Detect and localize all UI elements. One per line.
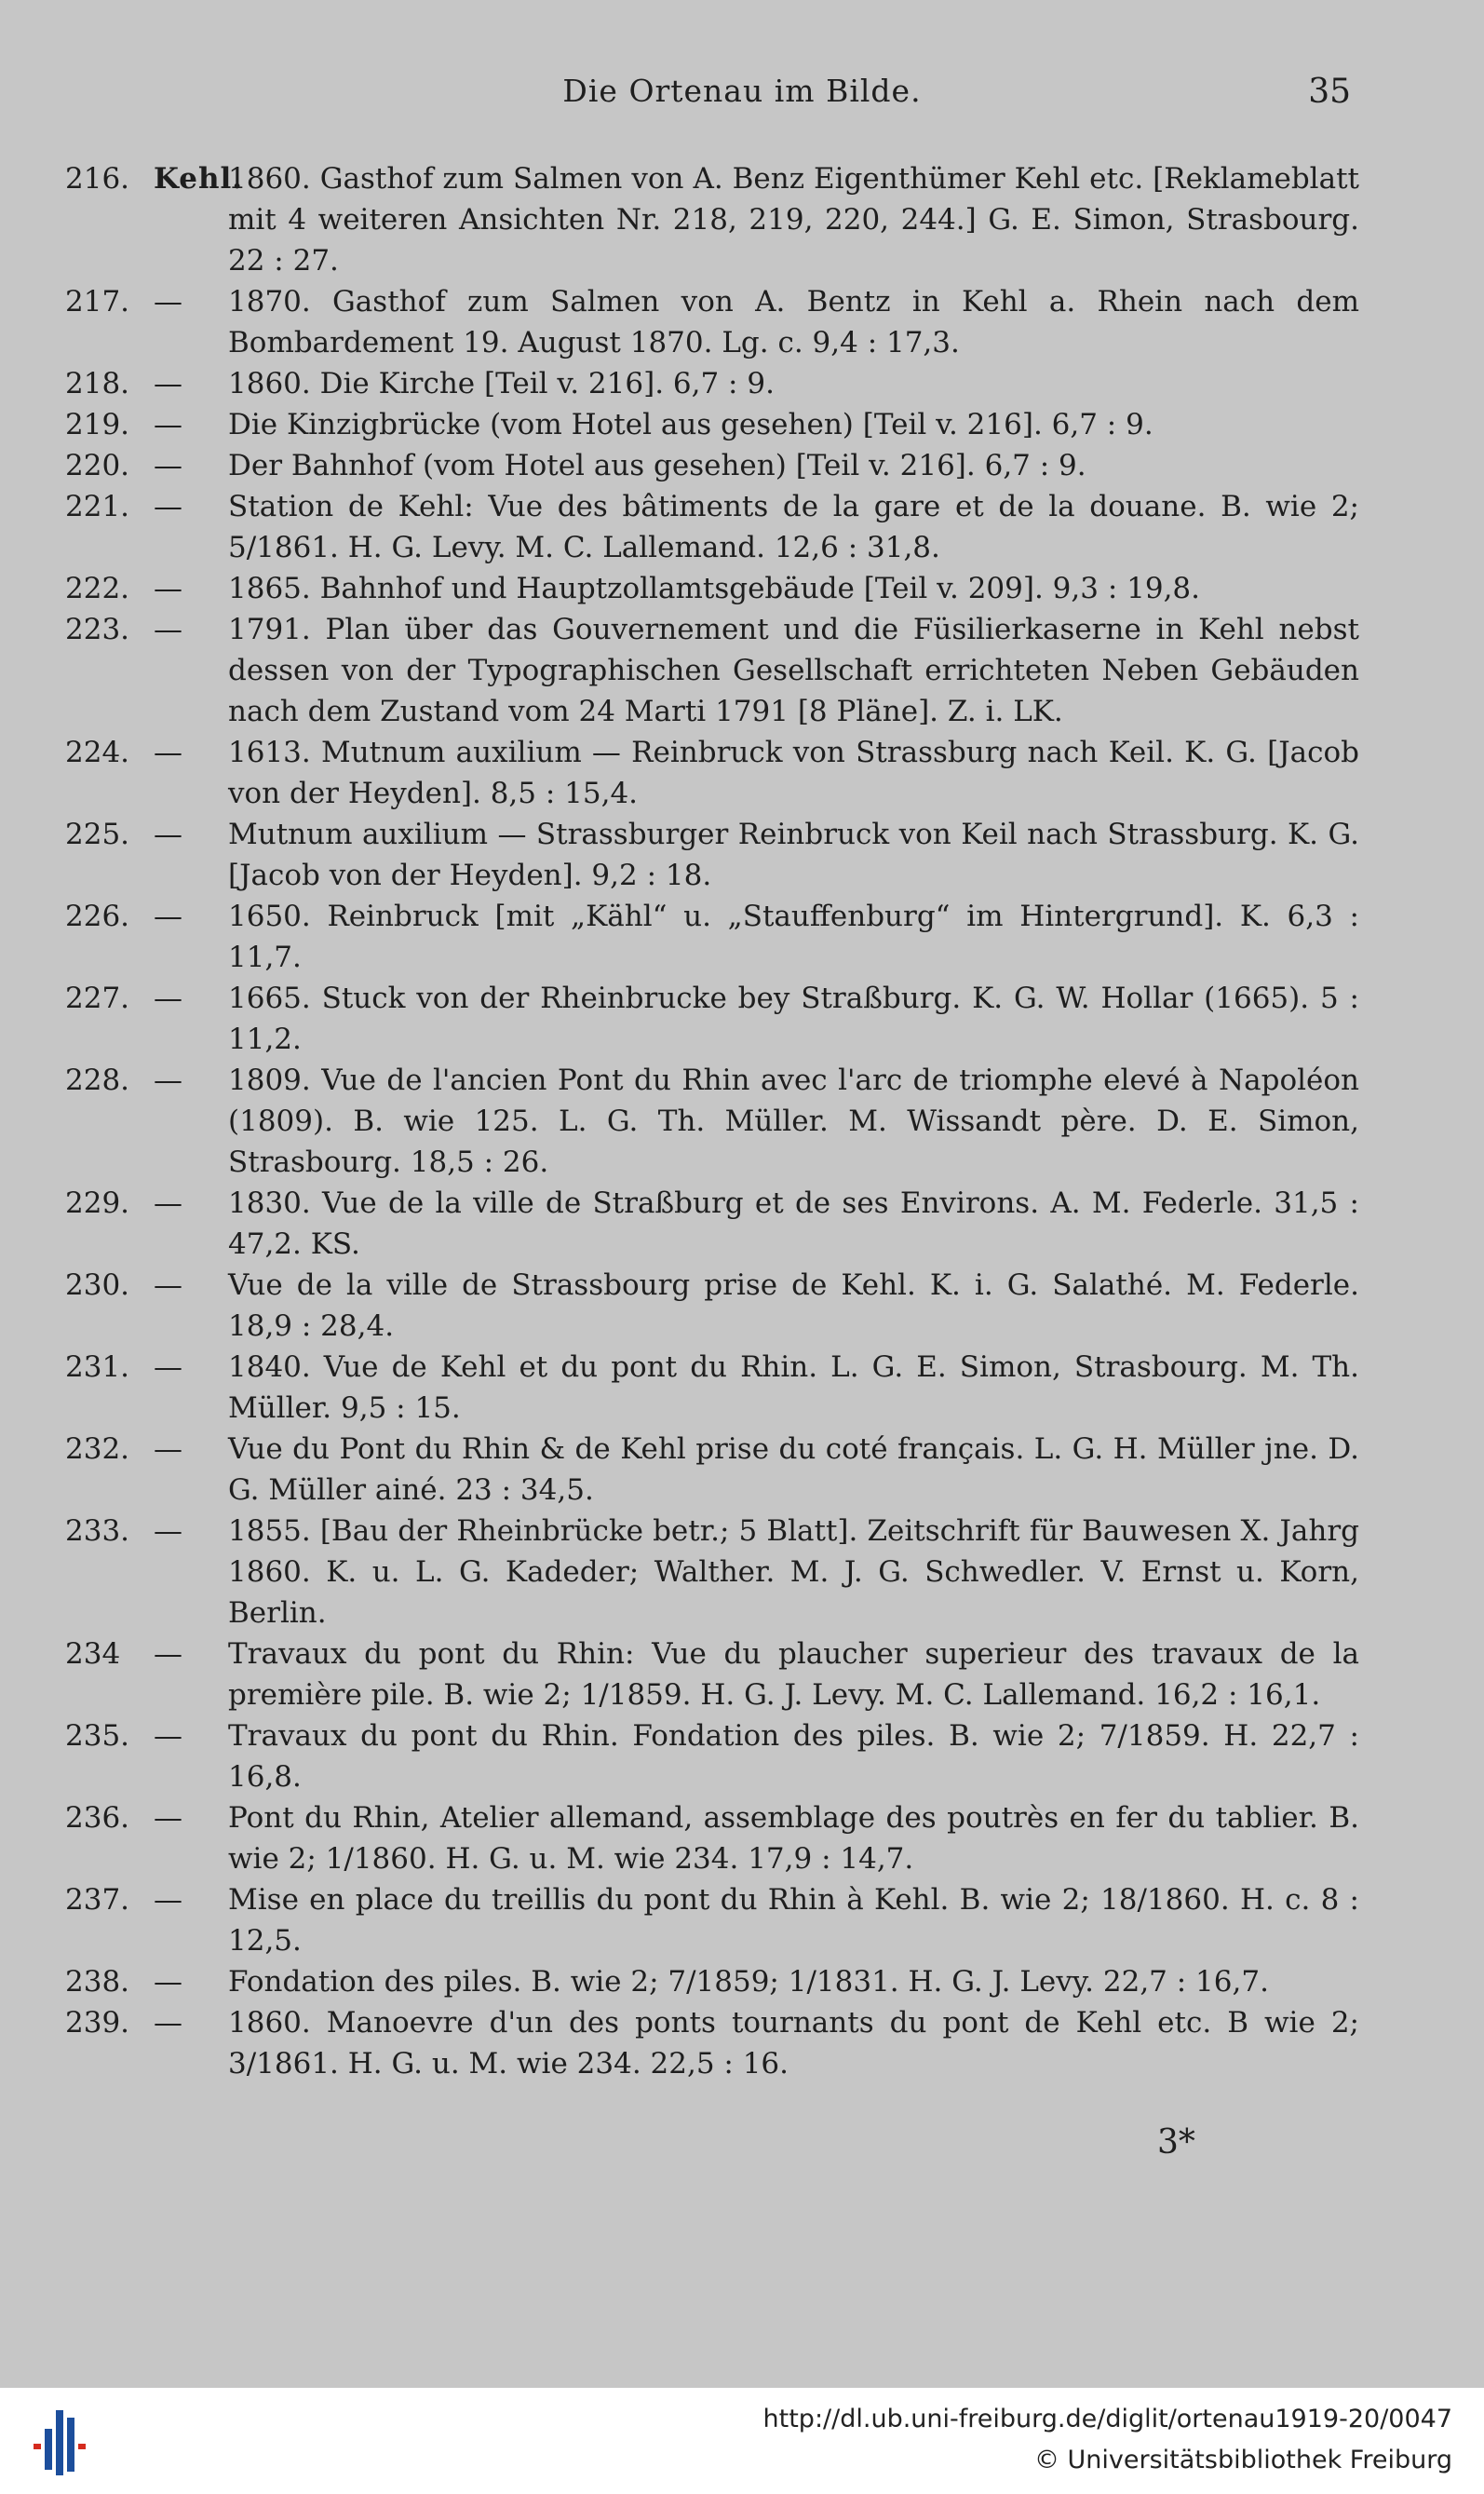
entry-number: 230. [65,1268,130,1302]
entry-place: — [154,1637,182,1671]
entry-number: 224. [65,736,130,769]
catalog-entry [65,1797,1359,1879]
entry-number: 229. [65,1186,130,1220]
entry-place: — [154,1801,182,1835]
catalog-entries [65,158,1359,2084]
entry-text: 1855. [Bau der Rheinbrücke betr.; 5 Blatt]. Zeitschrift für Bauwesen X. Jahrg 1860. K. u. L. G. Kadeder; Walther. M. J. G. Schwedler. V. Ernst u. Korn, Berlin. [228,1514,1359,1630]
page-number: 35 [1308,73,1351,111]
ub-freiburg-logo-icon [24,2410,99,2475]
entry-number: 232. [65,1432,130,1466]
entry-number: 235. [65,1719,130,1753]
entry-number: 218. [65,367,130,400]
entry-number: 233. [65,1514,130,1548]
catalog-entry [65,568,1359,609]
entry-text: Die Kinzigbrücke (vom Hotel aus gesehen) [Teil v. 216]. 6,7 : 9. [228,408,1153,441]
entry-number: 231. [65,1350,130,1384]
entry-number: 228. [65,1064,130,1097]
entry-place: — [154,818,182,851]
catalog-entry [65,978,1359,1060]
entry-place: — [154,449,182,482]
entry-text: 1830. Vue de la ville de Straßburg et de ses Environs. A. M. Federle. 31,5 : 47,2. KS. [228,1186,1359,1261]
entry-number: 221. [65,490,130,523]
entry-text: 1613. Mutnum auxilium — Reinbruck von Strassburg nach Keil. K. G. [Jacob von der Heyden]. 8,5 : 15,4. [228,736,1359,810]
entry-place: — [154,1965,182,1999]
catalog-entry [65,609,1359,732]
entry-text: 1860. Gasthof zum Salmen von A. Benz Eigenthümer Kehl etc. [Reklameblatt mit 4 weiteren Ansichten Nr. 218, 219, 220, 244.] G. E. Simon, Strasbourg. 22 : 27. [228,162,1359,278]
entry-text: Pont du Rhin, Atelier allemand, assemblage des poutrès en fer du tablier. B. wie 2; 1/1860. H. G. u. M. wie 234. 17,9 : 14,7. [228,1801,1359,1876]
entry-place: — [154,1432,182,1466]
entry-number: 226. [65,900,130,933]
entry-number: 217. [65,285,130,319]
entry-place: — [154,1186,182,1220]
entry-number: 239. [65,2006,130,2040]
entry-number: 220. [65,449,130,482]
entry-place: — [154,1883,182,1917]
catalog-entry [65,814,1359,896]
catalog-entry [65,1961,1359,2002]
catalog-entry [65,1633,1359,1715]
catalog-entry [65,2002,1359,2084]
source-url-link[interactable]: http://dl.ub.uni-freiburg.de/diglit/ortenau1919-20/0047 [762,2405,1452,2433]
entry-place: — [154,1268,182,1302]
entry-place: — [154,1514,182,1548]
entry-number: 216. [65,162,130,196]
catalog-entry [65,1265,1359,1347]
entry-text: Der Bahnhof (vom Hotel aus gesehen) [Teil v. 216]. 6,7 : 9. [228,449,1086,482]
page-title: Die Ortenau im Bilde. [562,73,922,109]
catalog-entry [65,363,1359,404]
entry-place: — [154,1064,182,1097]
entry-text: Fondation des piles. B. wie 2; 7/1859; 1/1831. H. G. J. Levy. 22,7 : 16,7. [228,1965,1269,1999]
catalog-entry [65,1183,1359,1265]
entry-place: — [154,408,182,441]
entry-number: 225. [65,818,130,851]
entry-text: Travaux du pont du Rhin: Vue du plaucher superieur des travaux de la première pile. B. wie 2; 1/1859. H. G. J. Levy. M. C. Lallemand. 16,2 : 16,1. [228,1637,1359,1712]
entry-text: 1809. Vue de l'ancien Pont du Rhin avec l'arc de triomphe elevé à Napoléon (1809). B. wie 125. L. G. Th. Müller. M. Wissandt père. D. E. Simon, Strasbourg. 18,5 : 26. [228,1064,1359,1179]
catalog-entry [65,1511,1359,1633]
catalog-entry [65,1429,1359,1511]
catalog-entry [65,732,1359,814]
entry-number: 222. [65,572,130,605]
entry-text: Vue du Pont du Rhin & de Kehl prise du coté français. L. G. H. Müller jne. D. G. Müller ainé. 23 : 34,5. [228,1432,1359,1507]
entry-place: — [154,982,182,1015]
entry-text: 1650. Reinbruck [mit „Kähl“ u. „Stauffenburg“ im Hintergrund]. K. 6,3 : 11,7. [228,900,1359,974]
entry-number: 234 [65,1637,121,1671]
entry-text: 1865. Bahnhof und Hauptzollamtsgebäude [Teil v. 209]. 9,3 : 19,8. [228,572,1200,605]
entry-text: Vue de la ville de Strassbourg prise de Kehl. K. i. G. Salathé. M. Federle. 18,9 : 28,4. [228,1268,1359,1343]
entry-text: Travaux du pont du Rhin. Fondation des piles. B. wie 2; 7/1859. H. 22,7 : 16,8. [228,1719,1359,1794]
entry-place: — [154,736,182,769]
entry-text: Mise en place du treillis du pont du Rhin à Kehl. B. wie 2; 18/1860. H. c. 8 : 12,5. [228,1883,1359,1958]
entry-place: — [154,2006,182,2040]
catalog-entry [65,158,1359,281]
entry-place: Kehl. [154,162,244,196]
entry-place: — [154,900,182,933]
entry-text: 1791. Plan über das Gouvernement und die Füsilierkaserne in Kehl nebst dessen von der Typographischen Gesellschaft errichteten Neben Gebäuden nach dem Zustand vom 24 Marti 1791 [8 Pläne]. Z. i. LK. [228,613,1359,728]
entry-place: — [154,572,182,605]
entry-place: — [154,285,182,319]
running-head [0,73,1484,119]
copyright-text: © Universitätsbibliothek Freiburg [1033,2446,1452,2474]
entry-place: — [154,367,182,400]
catalog-entry [65,1879,1359,1961]
entry-number: 236. [65,1801,130,1835]
entry-text: 1665. Stuck von der Rheinbrucke bey Straßburg. K. G. W. Hollar (1665). 5 : 11,2. [228,982,1359,1056]
entry-place: — [154,1719,182,1753]
entry-place: — [154,613,182,646]
entry-number: 223. [65,613,130,646]
entry-text: 1860. Manoevre d'un des ponts tournants du pont de Kehl etc. B wie 2; 3/1861. H. G. u. M. wie 234. 22,5 : 16. [228,2006,1359,2081]
catalog-entry [65,486,1359,568]
catalog-entry [65,896,1359,978]
catalog-entry [65,445,1359,486]
entry-text: Mutnum auxilium — Strassburger Reinbruck von Keil nach Strassburg. K. G. [Jacob von der Heyden]. 9,2 : 18. [228,818,1359,892]
entry-number: 238. [65,1965,130,1999]
entry-number: 237. [65,1883,130,1917]
entry-number: 227. [65,982,130,1015]
entry-number: 219. [65,408,130,441]
catalog-entry [65,1060,1359,1183]
signature-mark: 3* [1157,2123,1195,2162]
catalog-entry [65,281,1359,363]
entry-text: Station de Kehl: Vue des bâtiments de la gare et de la douane. B. wie 2; 5/1861. H. G. Levy. M. C. Lallemand. 12,6 : 31,8. [228,490,1359,564]
entry-place: — [154,490,182,523]
footer [0,2388,1484,2494]
entry-text: 1860. Die Kirche [Teil v. 216]. 6,7 : 9. [228,367,775,400]
entry-text: 1870. Gasthof zum Salmen von A. Bentz in Kehl a. Rhein nach dem Bombardement 19. August 1870. Lg. c. 9,4 : 17,3. [228,285,1359,359]
catalog-entry [65,1347,1359,1429]
catalog-entry [65,1715,1359,1797]
entry-place: — [154,1350,182,1384]
entry-text: 1840. Vue de Kehl et du pont du Rhin. L. G. E. Simon, Strasbourg. M. Th. Müller. 9,5 : 15. [228,1350,1359,1425]
catalog-entry [65,404,1359,445]
